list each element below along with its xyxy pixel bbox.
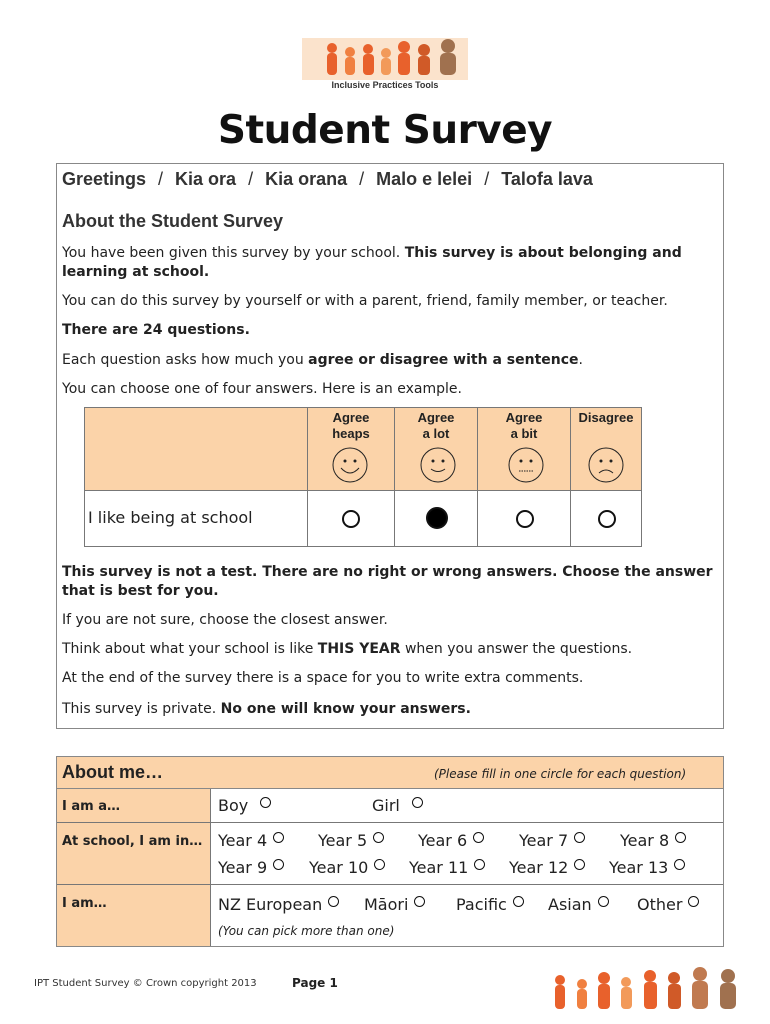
option-year-9[interactable]: Year 9: [218, 858, 284, 877]
example-divider: [85, 490, 641, 491]
about-me-title: About me…: [62, 762, 163, 782]
ethnicity-note: (You can pick more than one): [218, 924, 395, 938]
about-paragraph-2: You can do this survey by yourself or with a parent, friend, family member, or teacher.: [62, 293, 668, 309]
greeting-separator: /: [248, 169, 254, 189]
option-other[interactable]: Other: [637, 895, 699, 914]
example-radio-agree-a-lot[interactable]: [426, 507, 448, 529]
radio-year-9[interactable]: [273, 859, 284, 870]
example-col-line: [570, 408, 571, 546]
option-year-5[interactable]: Year 5: [318, 831, 384, 850]
sad-face-icon: [587, 446, 625, 484]
header-agree-a-lot: Agree a lot: [417, 410, 455, 441]
note-3-end: when you answer the questions.: [400, 641, 633, 657]
about-p4-end: .: [578, 352, 583, 368]
radio-year-4[interactable]: [273, 832, 284, 843]
greeting-separator: /: [359, 169, 365, 189]
about-me-col-line: [210, 789, 211, 946]
checkbox-maori[interactable]: [414, 896, 425, 907]
greeting-1: Greetings: [62, 169, 147, 189]
about-p4-text: Each question asks how much you: [62, 352, 309, 368]
about-p1-bold: This survey is about belonging and learning at school.: [62, 245, 682, 280]
radio-year-12[interactable]: [574, 859, 585, 870]
option-year-13[interactable]: Year 13: [609, 858, 685, 877]
radio-year-7[interactable]: [574, 832, 585, 843]
checkbox-nz-european[interactable]: [328, 896, 339, 907]
about-me-row-line: [57, 822, 723, 823]
option-year-12[interactable]: Year 12: [509, 858, 585, 877]
about-me-instruction: (Please fill in one circle for each question): [434, 767, 687, 781]
about-heading: About the Student Survey: [62, 211, 284, 231]
example-statement: I like being at school: [88, 508, 253, 527]
note-this-year: [62, 640, 718, 659]
header-agree-heaps: Agree heaps: [332, 410, 370, 441]
option-year-8[interactable]: Year 8: [620, 831, 686, 850]
greeting-5: Talofa lava: [501, 169, 593, 189]
note-comments: At the end of the survey there is a space for you to write extra comments.: [62, 670, 584, 686]
row-label-year: At school, I am in…: [62, 834, 203, 849]
row-label-gender: I am a…: [62, 799, 120, 814]
option-year-11[interactable]: Year 11: [409, 858, 485, 877]
about-p4-bold: agree or disagree with a sentence: [308, 352, 579, 368]
about-paragraph-1: [62, 244, 718, 282]
radio-year-8[interactable]: [675, 832, 686, 843]
greeting-separator: /: [484, 169, 490, 189]
note-5-text: This survey is private.: [62, 701, 221, 717]
note-not-a-test: [62, 563, 718, 601]
note-not-sure: If you are not sure, choose the closest answer.: [62, 612, 388, 628]
note-5-bold: No one will know your answers.: [220, 701, 471, 717]
note-private: [62, 700, 718, 719]
about-paragraph-3: [62, 321, 718, 340]
option-asian[interactable]: Asian: [548, 895, 609, 914]
option-maori[interactable]: Māori: [364, 895, 425, 914]
greetings-line: [62, 169, 712, 190]
greeting-3: Kia orana: [265, 169, 348, 189]
option-year-7[interactable]: Year 7: [519, 831, 585, 850]
radio-year-10[interactable]: [374, 859, 385, 870]
page-number: Page 1: [292, 976, 338, 990]
about-me-row-line: [57, 884, 723, 885]
example-radio-agree-heaps[interactable]: [342, 510, 360, 528]
option-year-6[interactable]: Year 6: [418, 831, 484, 850]
big-smile-face-icon: [331, 446, 369, 484]
row-label-ethnicity: I am…: [62, 896, 107, 911]
checkbox-asian[interactable]: [598, 896, 609, 907]
header-agree-a-bit: Agree a bit: [505, 410, 543, 441]
greeting-4: Malo e lelei: [376, 169, 473, 189]
neutral-face-icon: [507, 446, 545, 484]
option-pacific[interactable]: Pacific: [456, 895, 524, 914]
option-year-4[interactable]: Year 4: [218, 831, 284, 850]
about-p1-text: You have been given this survey by your school.: [62, 245, 405, 261]
radio-year-11[interactable]: [474, 859, 485, 870]
smile-face-icon: [419, 446, 457, 484]
checkbox-other[interactable]: [688, 896, 699, 907]
checkbox-pacific[interactable]: [513, 896, 524, 907]
option-year-10[interactable]: Year 10: [309, 858, 385, 877]
about-paragraph-5: You can choose one of four answers. Here is an example.: [62, 381, 462, 397]
option-nz-european[interactable]: NZ European: [218, 895, 339, 914]
note-3-text: Think about what your school is like: [62, 641, 318, 657]
note-3-bold: THIS YEAR: [317, 641, 401, 657]
example-radio-disagree[interactable]: [598, 510, 616, 528]
radio-boy[interactable]: [260, 797, 271, 808]
radio-year-6[interactable]: [473, 832, 484, 843]
radio-year-5[interactable]: [373, 832, 384, 843]
footer-copyright: IPT Student Survey © Crown copyright 2013: [34, 978, 257, 989]
greeting-2: Kia ora: [175, 169, 237, 189]
logo-caption: Inclusive Practices Tools: [331, 80, 439, 90]
note-1-bold: This survey is not a test. There are no right or wrong answers. Choose the answer that is best for you.: [62, 564, 713, 599]
about-paragraph-4: [62, 351, 718, 370]
radio-year-13[interactable]: [674, 859, 685, 870]
radio-girl[interactable]: [412, 797, 423, 808]
header-disagree: Disagree: [578, 410, 634, 425]
option-girl[interactable]: Girl: [372, 796, 423, 815]
footer-people-logo: [546, 964, 746, 1014]
page-title: Student Survey: [217, 108, 553, 153]
greeting-separator: /: [158, 169, 164, 189]
example-radio-agree-a-bit[interactable]: [516, 510, 534, 528]
about-p3-bold: There are 24 questions.: [62, 322, 250, 338]
option-boy[interactable]: Boy: [218, 796, 271, 815]
